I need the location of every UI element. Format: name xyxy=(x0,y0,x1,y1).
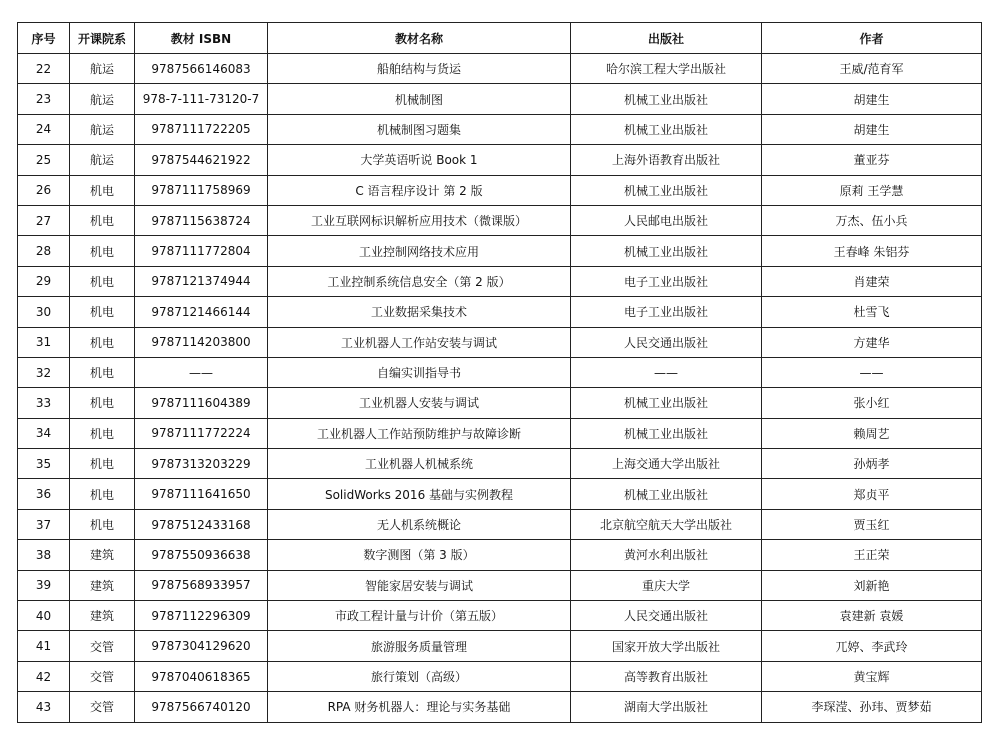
row-publisher: 人民交通出版社 xyxy=(571,601,762,631)
row-index: 36 xyxy=(18,479,70,509)
row-title: 数字测图（第 3 版） xyxy=(268,540,571,570)
row-author: 杜雪飞 xyxy=(762,297,982,327)
row-title: 机械制图 xyxy=(268,84,571,114)
row-title: 工业控制系统信息安全（第 2 版） xyxy=(268,266,571,296)
row-index: 31 xyxy=(18,327,70,357)
row-publisher: 北京航空航天大学出版社 xyxy=(571,509,762,539)
row-department: 建筑 xyxy=(70,570,135,600)
row-department: 机电 xyxy=(70,479,135,509)
row-department: 机电 xyxy=(70,205,135,235)
row-publisher: 重庆大学 xyxy=(571,570,762,600)
row-publisher: 机械工业出版社 xyxy=(571,479,762,509)
row-index: 28 xyxy=(18,236,70,266)
row-index: 39 xyxy=(18,570,70,600)
row-index: 23 xyxy=(18,84,70,114)
row-title: 工业控制网络技术应用 xyxy=(268,236,571,266)
row-author: 黄宝辉 xyxy=(762,661,982,691)
row-isbn: 9787112296309 xyxy=(135,601,268,631)
row-author: 兀婷、李武玲 xyxy=(762,631,982,661)
row-department: 机电 xyxy=(70,266,135,296)
row-index: 33 xyxy=(18,388,70,418)
row-department: 机电 xyxy=(70,509,135,539)
row-title: 旅行策划（高级） xyxy=(268,661,571,691)
table-row xyxy=(18,297,982,327)
row-publisher: 人民邮电出版社 xyxy=(571,205,762,235)
row-isbn: 9787121374944 xyxy=(135,266,268,296)
row-index: 29 xyxy=(18,266,70,296)
row-department: 交管 xyxy=(70,631,135,661)
row-isbn: 978-7-111-73120-7 xyxy=(135,84,268,114)
row-publisher: 机械工业出版社 xyxy=(571,388,762,418)
row-author: 郑贞平 xyxy=(762,479,982,509)
row-author: 贾玉红 xyxy=(762,509,982,539)
row-publisher: 电子工业出版社 xyxy=(571,297,762,327)
row-department: 机电 xyxy=(70,357,135,387)
row-title: 旅游服务质量管理 xyxy=(268,631,571,661)
table-row xyxy=(18,84,982,114)
row-title: 工业机器人工作站安装与调试 xyxy=(268,327,571,357)
row-publisher: 机械工业出版社 xyxy=(571,418,762,448)
row-department: 建筑 xyxy=(70,601,135,631)
table-row xyxy=(18,327,982,357)
row-author: —— xyxy=(762,357,982,387)
row-author: 董亚芬 xyxy=(762,145,982,175)
row-author: 原莉 王学慧 xyxy=(762,175,982,205)
row-isbn: 9787115638724 xyxy=(135,205,268,235)
row-department: 机电 xyxy=(70,418,135,448)
row-index: 35 xyxy=(18,449,70,479)
row-title: 机械制图习题集 xyxy=(268,114,571,144)
row-index: 26 xyxy=(18,175,70,205)
row-department: 航运 xyxy=(70,114,135,144)
row-title: 无人机系统概论 xyxy=(268,509,571,539)
row-department: 航运 xyxy=(70,145,135,175)
row-title: 工业数据采集技术 xyxy=(268,297,571,327)
row-publisher: —— xyxy=(571,357,762,387)
row-index: 41 xyxy=(18,631,70,661)
row-title: 市政工程计量与计价（第五版） xyxy=(268,601,571,631)
row-author: 万杰、伍小兵 xyxy=(762,205,982,235)
row-department: 机电 xyxy=(70,175,135,205)
row-index: 25 xyxy=(18,145,70,175)
row-index: 43 xyxy=(18,692,70,722)
row-title: 船舶结构与货运 xyxy=(268,54,571,84)
row-index: 30 xyxy=(18,297,70,327)
row-index: 40 xyxy=(18,601,70,631)
row-title: C 语言程序设计 第 2 版 xyxy=(268,175,571,205)
row-author: 赖周艺 xyxy=(762,418,982,448)
row-title: 自编实训指导书 xyxy=(268,357,571,387)
row-index: 27 xyxy=(18,205,70,235)
row-isbn: 9787566146083 xyxy=(135,54,268,84)
row-publisher: 机械工业出版社 xyxy=(571,236,762,266)
row-isbn: 9787550936638 xyxy=(135,540,268,570)
table-row xyxy=(18,205,982,235)
row-department: 机电 xyxy=(70,449,135,479)
row-isbn: 9787111722205 xyxy=(135,114,268,144)
table-row xyxy=(18,145,982,175)
row-publisher: 高等教育出版社 xyxy=(571,661,762,691)
row-department: 航运 xyxy=(70,54,135,84)
row-author: 方建华 xyxy=(762,327,982,357)
row-department: 机电 xyxy=(70,327,135,357)
header-author: 作者 xyxy=(762,23,982,54)
row-author: 王正荣 xyxy=(762,540,982,570)
row-author: 孙炳孝 xyxy=(762,449,982,479)
row-isbn: 9787111604389 xyxy=(135,388,268,418)
row-author: 王春峰 朱铝芬 xyxy=(762,236,982,266)
table-row xyxy=(18,692,982,722)
row-isbn: —— xyxy=(135,357,268,387)
table-row xyxy=(18,661,982,691)
row-publisher: 上海外语教育出版社 xyxy=(571,145,762,175)
row-isbn: 9787313203229 xyxy=(135,449,268,479)
row-isbn: 9787040618365 xyxy=(135,661,268,691)
row-index: 42 xyxy=(18,661,70,691)
row-isbn: 9787121466144 xyxy=(135,297,268,327)
row-isbn: 9787111758969 xyxy=(135,175,268,205)
row-isbn: 9787111772804 xyxy=(135,236,268,266)
row-department: 机电 xyxy=(70,388,135,418)
table-body xyxy=(18,54,982,723)
row-title: SolidWorks 2016 基础与实例教程 xyxy=(268,479,571,509)
row-title: 智能家居安装与调试 xyxy=(268,570,571,600)
row-index: 22 xyxy=(18,54,70,84)
table-row xyxy=(18,54,982,84)
header-title: 教材名称 xyxy=(268,23,571,54)
row-index: 24 xyxy=(18,114,70,144)
row-index: 38 xyxy=(18,540,70,570)
header-index: 序号 xyxy=(18,23,70,54)
row-department: 机电 xyxy=(70,297,135,327)
table-row xyxy=(18,388,982,418)
row-author: 肖建荣 xyxy=(762,266,982,296)
row-title: 工业互联网标识解析应用技术（微课版） xyxy=(268,205,571,235)
row-index: 34 xyxy=(18,418,70,448)
table-row xyxy=(18,175,982,205)
row-department: 交管 xyxy=(70,661,135,691)
row-title: 工业机器人工作站预防维护与故障诊断 xyxy=(268,418,571,448)
row-publisher: 机械工业出版社 xyxy=(571,114,762,144)
table-row xyxy=(18,631,982,661)
row-department: 航运 xyxy=(70,84,135,114)
row-publisher: 黄河水利出版社 xyxy=(571,540,762,570)
row-title: 工业机器人机械系统 xyxy=(268,449,571,479)
row-department: 交管 xyxy=(70,692,135,722)
row-department: 机电 xyxy=(70,236,135,266)
header-publisher: 出版社 xyxy=(571,23,762,54)
row-publisher: 哈尔滨工程大学出版社 xyxy=(571,54,762,84)
row-author: 张小红 xyxy=(762,388,982,418)
row-isbn: 9787304129620 xyxy=(135,631,268,661)
row-title: RPA 财务机器人：理论与实务基础 xyxy=(268,692,571,722)
row-isbn: 9787512433168 xyxy=(135,509,268,539)
header-row xyxy=(18,23,982,54)
row-index: 37 xyxy=(18,509,70,539)
row-publisher: 电子工业出版社 xyxy=(571,266,762,296)
table-row xyxy=(18,418,982,448)
row-isbn: 9787111641650 xyxy=(135,479,268,509)
row-author: 李琛滢、孙玮、贾梦茹 xyxy=(762,692,982,722)
row-isbn: 9787111772224 xyxy=(135,418,268,448)
table-row xyxy=(18,570,982,600)
header-department: 开课院系 xyxy=(70,23,135,54)
row-index: 32 xyxy=(18,357,70,387)
row-isbn: 9787568933957 xyxy=(135,570,268,600)
row-publisher: 上海交通大学出版社 xyxy=(571,449,762,479)
row-title: 大学英语听说 Book 1 xyxy=(268,145,571,175)
row-department: 建筑 xyxy=(70,540,135,570)
row-isbn: 9787544621922 xyxy=(135,145,268,175)
table-row xyxy=(18,479,982,509)
row-publisher: 机械工业出版社 xyxy=(571,175,762,205)
table-row xyxy=(18,236,982,266)
textbook-table xyxy=(17,22,982,723)
table-row xyxy=(18,357,982,387)
row-author: 胡建生 xyxy=(762,114,982,144)
table-row xyxy=(18,540,982,570)
row-isbn: 9787566740120 xyxy=(135,692,268,722)
row-isbn: 9787114203800 xyxy=(135,327,268,357)
row-author: 王威/范育军 xyxy=(762,54,982,84)
table-row xyxy=(18,449,982,479)
row-publisher: 人民交通出版社 xyxy=(571,327,762,357)
row-publisher: 机械工业出版社 xyxy=(571,84,762,114)
row-author: 袁建新 袁媛 xyxy=(762,601,982,631)
header-isbn: 教材 ISBN xyxy=(135,23,268,54)
row-author: 刘新艳 xyxy=(762,570,982,600)
row-publisher: 湖南大学出版社 xyxy=(571,692,762,722)
table-row xyxy=(18,509,982,539)
row-title: 工业机器人安装与调试 xyxy=(268,388,571,418)
row-publisher: 国家开放大学出版社 xyxy=(571,631,762,661)
table-row xyxy=(18,601,982,631)
row-author: 胡建生 xyxy=(762,84,982,114)
table-row xyxy=(18,114,982,144)
table-row xyxy=(18,266,982,296)
